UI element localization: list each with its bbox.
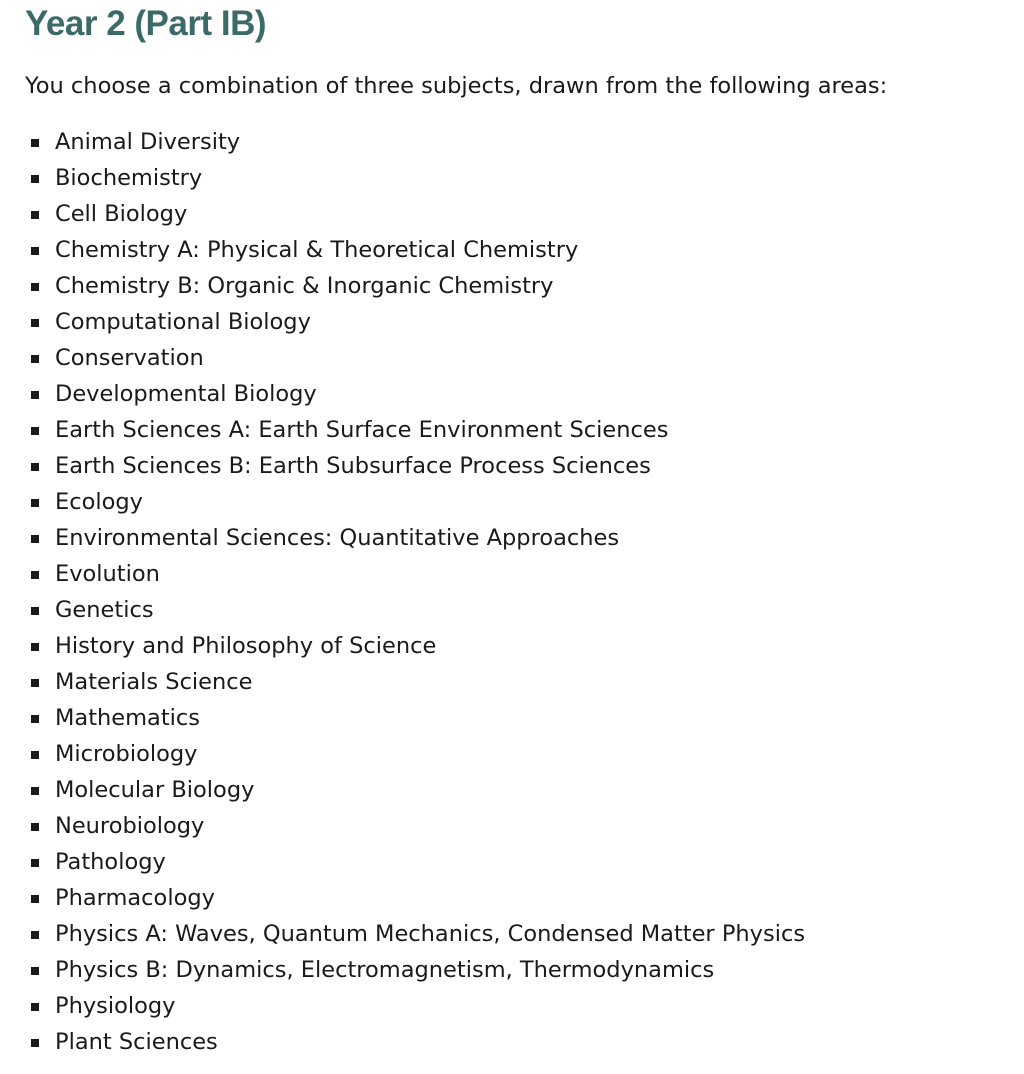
list-item bbox=[25, 448, 1004, 484]
list-item bbox=[25, 988, 1004, 1024]
list-item bbox=[25, 952, 1004, 988]
bullet-icon bbox=[31, 607, 39, 615]
list-item bbox=[25, 412, 1004, 448]
bullet-icon bbox=[31, 679, 39, 687]
bullet-icon bbox=[31, 247, 39, 255]
list-item bbox=[25, 376, 1004, 412]
bullet-icon bbox=[31, 211, 39, 219]
list-item bbox=[25, 484, 1004, 520]
list-item-label: Materials Science bbox=[55, 669, 253, 695]
list-item-label: Earth Sciences B: Earth Subsurface Process Sciences bbox=[55, 453, 651, 479]
bullet-icon bbox=[31, 1039, 39, 1047]
bullet-icon bbox=[31, 535, 39, 543]
bullet-icon bbox=[31, 463, 39, 471]
bullet-icon bbox=[31, 931, 39, 939]
list-item-label: Pharmacology bbox=[55, 885, 215, 911]
list-item bbox=[25, 808, 1004, 844]
list-item-label: Neurobiology bbox=[55, 813, 205, 839]
list-item-label: Microbiology bbox=[55, 741, 198, 767]
list-item-label: Environmental Sciences: Quantitative Approaches bbox=[55, 525, 620, 551]
list-item bbox=[25, 628, 1004, 664]
bullet-icon bbox=[31, 427, 39, 435]
list-item-label: Pathology bbox=[55, 849, 166, 875]
bullet-icon bbox=[31, 499, 39, 507]
list-item-label: Molecular Biology bbox=[55, 777, 255, 803]
list-item-label: Animal Diversity bbox=[55, 129, 241, 155]
bullet-icon bbox=[31, 643, 39, 651]
list-item-label: History and Philosophy of Science bbox=[55, 633, 437, 659]
bullet-icon bbox=[31, 139, 39, 147]
list-item bbox=[25, 520, 1004, 556]
bullet-icon bbox=[31, 319, 39, 327]
list-item-label: Chemistry A: Physical & Theoretical Chemistry bbox=[55, 237, 579, 263]
list-item-label: Physics A: Waves, Quantum Mechanics, Condensed Matter Physics bbox=[55, 921, 806, 947]
bullet-icon bbox=[31, 1003, 39, 1011]
list-item bbox=[25, 592, 1004, 628]
list-item bbox=[25, 268, 1004, 304]
list-item-label: Plant Sciences bbox=[55, 1029, 218, 1055]
list-item-label: Cell Biology bbox=[55, 201, 188, 227]
list-item-label: Mathematics bbox=[55, 705, 200, 731]
list-item-label: Earth Sciences A: Earth Surface Environment Sciences bbox=[55, 417, 669, 443]
bullet-icon bbox=[31, 823, 39, 831]
list-item bbox=[25, 304, 1004, 340]
list-item-label: Evolution bbox=[55, 561, 160, 587]
list-item bbox=[25, 916, 1004, 952]
list-item bbox=[25, 700, 1004, 736]
list-item-label: Biochemistry bbox=[55, 165, 203, 191]
subject-list bbox=[25, 124, 1004, 1060]
list-item bbox=[25, 556, 1004, 592]
list-item-label: Genetics bbox=[55, 597, 154, 623]
list-item-label: Computational Biology bbox=[55, 309, 311, 335]
list-item bbox=[25, 124, 1004, 160]
list-item bbox=[25, 232, 1004, 268]
content-section bbox=[25, 0, 1004, 1060]
list-item bbox=[25, 772, 1004, 808]
bullet-icon bbox=[31, 859, 39, 867]
list-item bbox=[25, 736, 1004, 772]
bullet-icon bbox=[31, 355, 39, 363]
list-item-label: Physics B: Dynamics, Electromagnetism, Thermodynamics bbox=[55, 957, 715, 983]
list-item-label: Ecology bbox=[55, 489, 143, 515]
list-item bbox=[25, 160, 1004, 196]
bullet-icon bbox=[31, 283, 39, 291]
list-item bbox=[25, 1024, 1004, 1060]
list-item-label: Conservation bbox=[55, 345, 204, 371]
bullet-icon bbox=[31, 895, 39, 903]
bullet-icon bbox=[31, 715, 39, 723]
page-title: Year 2 (Part IB) bbox=[25, 4, 266, 43]
bullet-icon bbox=[31, 751, 39, 759]
bullet-icon bbox=[31, 391, 39, 399]
bullet-icon bbox=[31, 787, 39, 795]
list-item bbox=[25, 664, 1004, 700]
list-item-label: Chemistry B: Organic & Inorganic Chemistry bbox=[55, 273, 554, 299]
bullet-icon bbox=[31, 175, 39, 183]
bullet-icon bbox=[31, 967, 39, 975]
list-item bbox=[25, 196, 1004, 232]
intro-text: You choose a combination of three subjects, drawn from the following areas: bbox=[25, 73, 888, 99]
list-item-label: Developmental Biology bbox=[55, 381, 317, 407]
list-item-label: Physiology bbox=[55, 993, 176, 1019]
bullet-icon bbox=[31, 571, 39, 579]
list-item bbox=[25, 340, 1004, 376]
list-item bbox=[25, 844, 1004, 880]
list-item bbox=[25, 880, 1004, 916]
